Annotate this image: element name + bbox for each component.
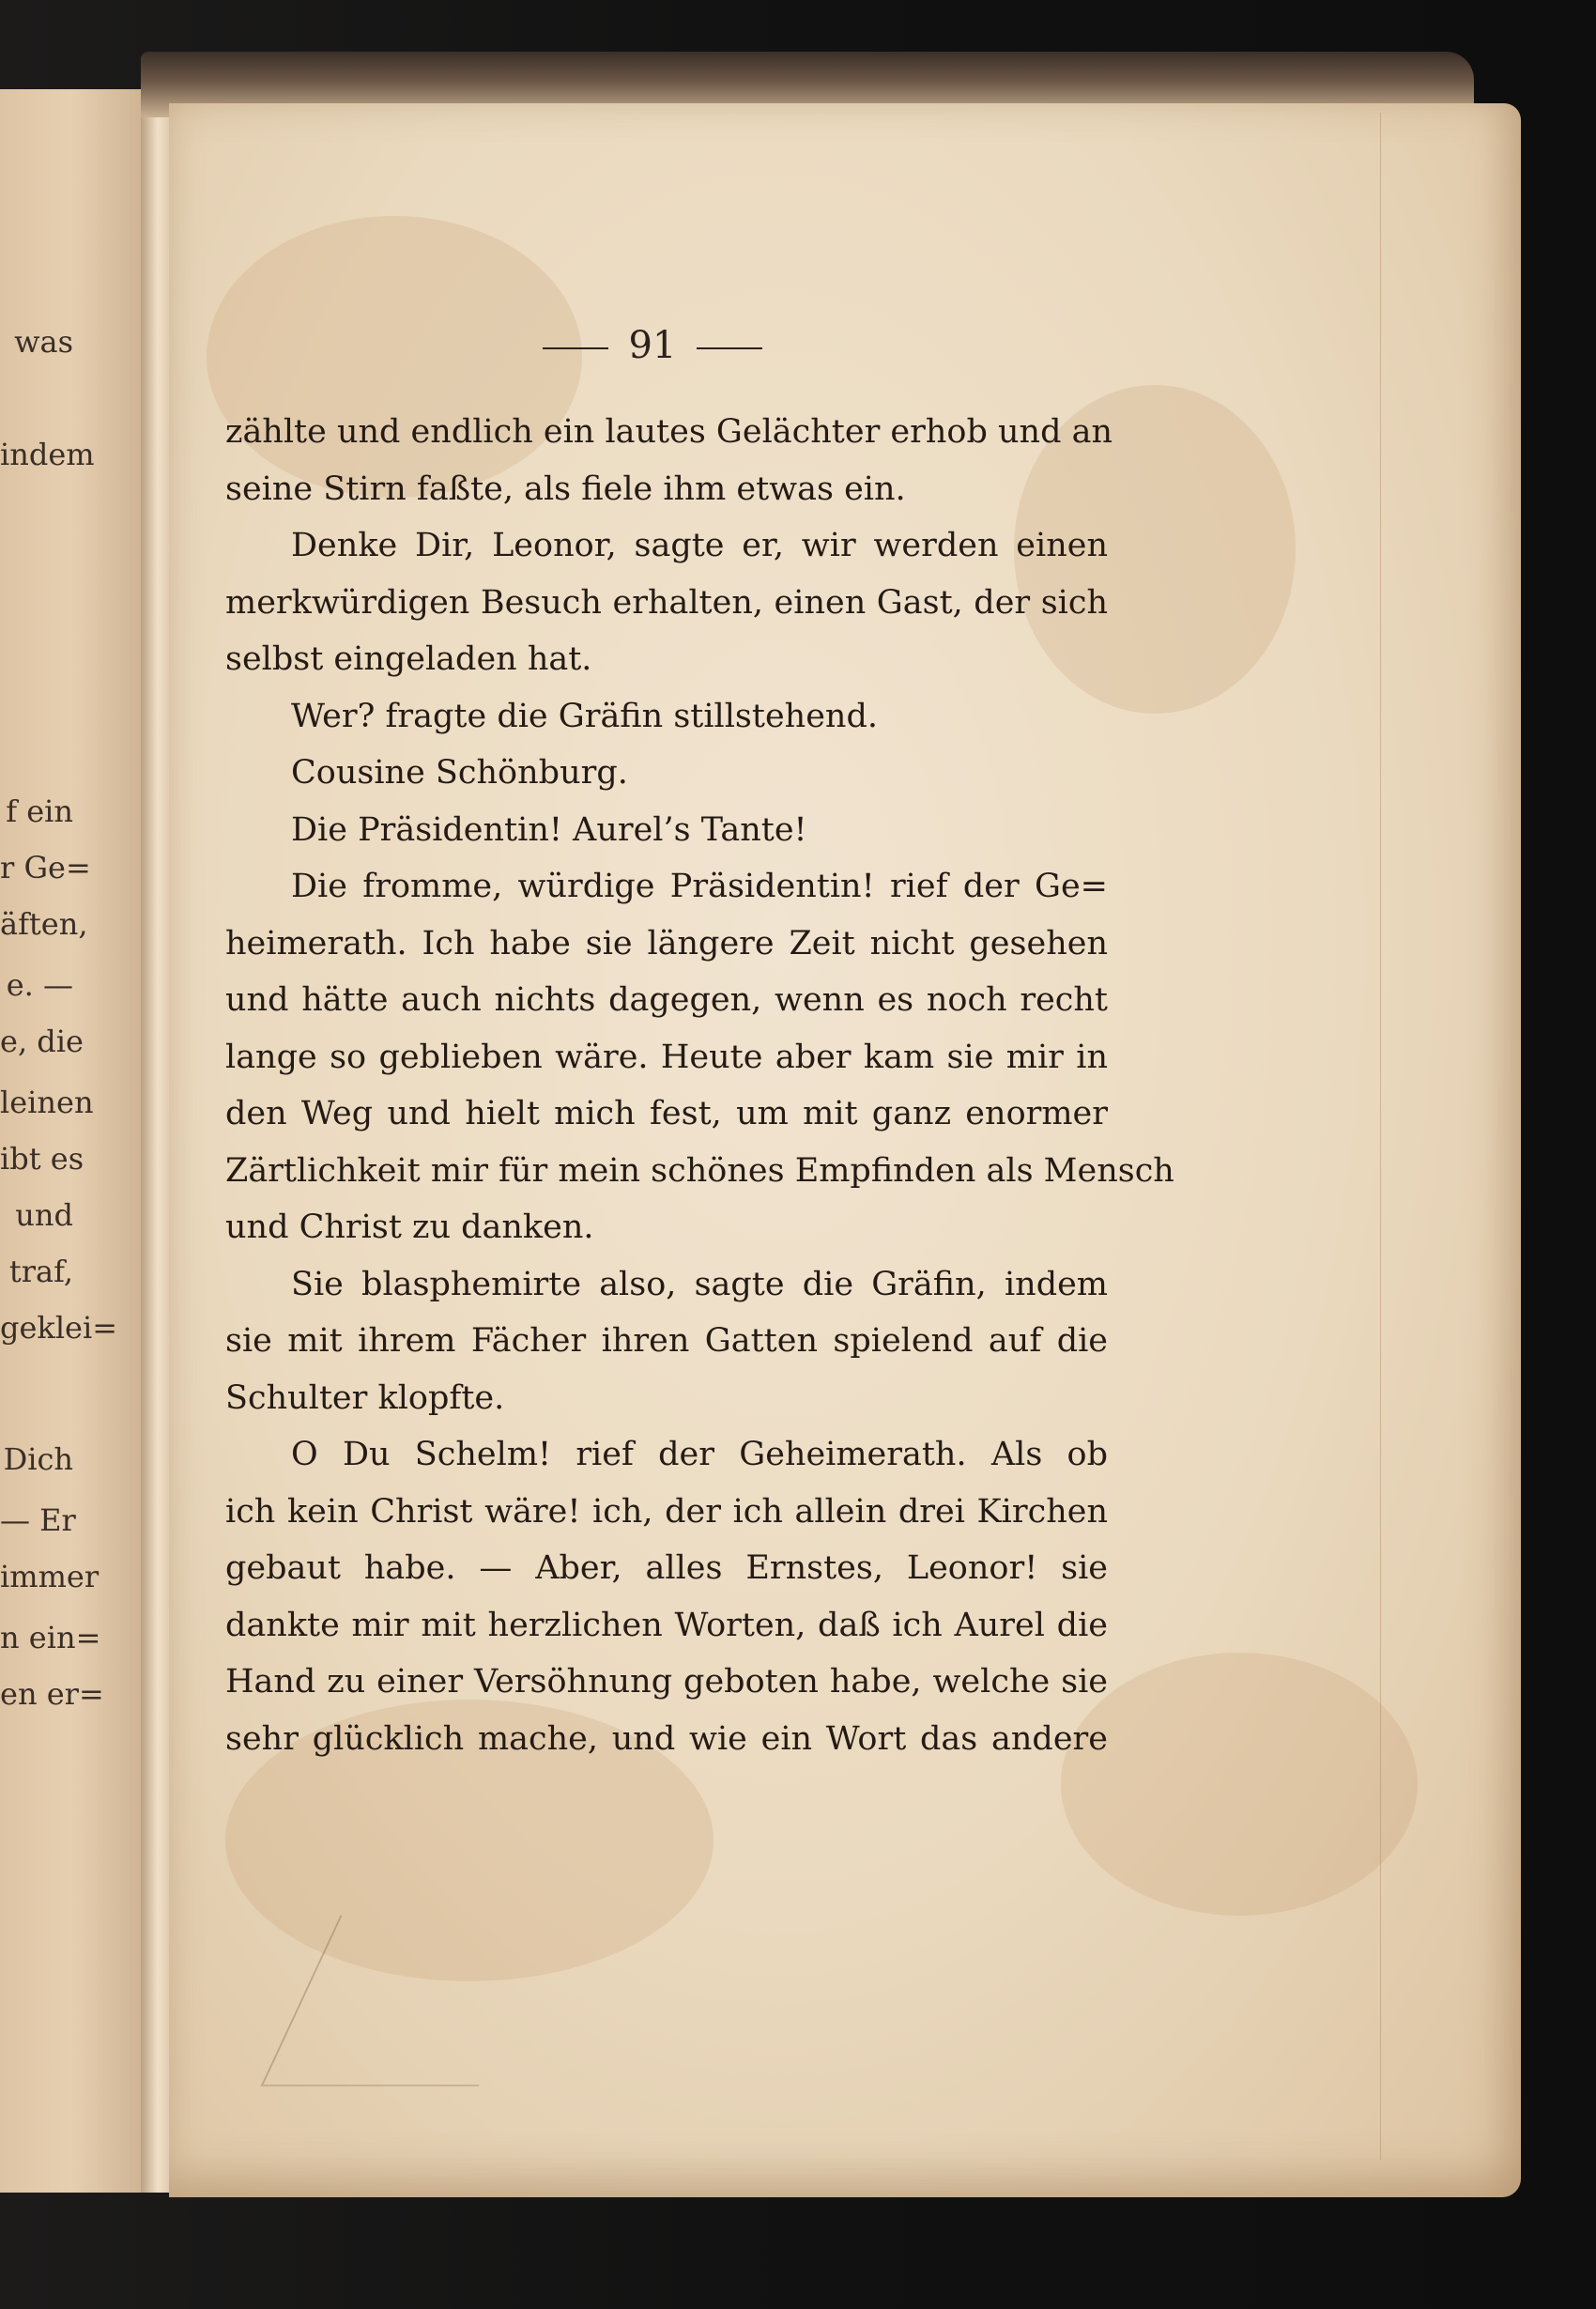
page-fore-edge	[1380, 113, 1512, 2160]
text-line: und Christ zu danken.	[225, 1208, 594, 1246]
text-line: heimerath. Ich habe sie längere Zeit nicht gesehen	[225, 924, 1108, 962]
left-page-fragment: r Ge=	[0, 850, 91, 885]
left-page-fragment: äften,	[0, 906, 88, 942]
text-line: den Weg und hielt mich fest, um mit ganz enormer	[225, 1095, 1108, 1132]
rule-right	[697, 347, 762, 349]
left-page-fragment: n ein=	[0, 1620, 101, 1655]
left-page-fragment: e. —	[6, 967, 73, 1003]
text-line: Sie blasphemirte also, sagte die Gräfin, indem	[291, 1265, 1108, 1303]
text-line: Die fromme, würdige Präsidentin! rief der Ge=	[291, 868, 1108, 905]
left-page-fragment: was	[14, 324, 73, 360]
text-line: dankte mir mit herzlichen Worten, daß ich Aurel die	[225, 1606, 1108, 1644]
text-line: O Du Schelm! rief der Geheimerath. Als ob	[291, 1436, 1108, 1473]
text-line: selbst eingeladen hat.	[225, 640, 592, 678]
stain	[1061, 1653, 1418, 1916]
rule-left	[543, 347, 608, 349]
left-page-fragment: traf,	[8, 1254, 73, 1289]
left-page-fragment: indem	[0, 437, 95, 472]
text-line: und hätte auch nichts dagegen, wenn es noch recht	[225, 981, 1108, 1019]
left-page-fragment: geklei=	[0, 1310, 118, 1346]
left-page-fragment: ibt es	[0, 1141, 84, 1177]
text-line: Wer? fragte die Gräfin stillstehend.	[291, 697, 878, 735]
text-line: ich kein Christ wäre! ich, der ich allein drei Kirchen	[225, 1492, 1108, 1531]
page-number-text: 91	[628, 324, 677, 367]
text-line: sehr glücklich mache, und wie ein Wort das andere	[225, 1719, 1108, 1758]
body-text	[225, 404, 1174, 1767]
left-page-edge	[0, 89, 143, 2193]
text-line: Die Präsidentin! Aurel’s Tante!	[291, 810, 807, 849]
left-page-fragment: und	[15, 1197, 73, 1233]
left-page-fragment: — Er	[0, 1502, 76, 1538]
text-line: Denke Dir, Leonor, sagte er, wir werden einen	[291, 527, 1108, 564]
left-page-fragment: en er=	[0, 1676, 104, 1712]
text-line: Schulter klopfte.	[225, 1378, 505, 1417]
left-page-fragment: e, die	[0, 1024, 84, 1059]
left-page-fragment: Dich	[3, 1441, 73, 1477]
left-page-fragment: leinen	[0, 1085, 94, 1120]
text-line: merkwürdigen Besuch erhalten, einen Gast, der sich	[225, 583, 1108, 622]
left-page-fragment: immer	[0, 1559, 100, 1594]
left-page-fragment: f ein	[6, 793, 73, 829]
text-line: lange so geblieben wäre. Heute aber kam sie mir in	[225, 1038, 1108, 1076]
text-line: Hand zu einer Versöhnung geboten habe, welche sie	[225, 1663, 1108, 1701]
text-line: sie mit ihrem Fächer ihren Gatten spielend auf die	[225, 1322, 1108, 1360]
text-line: seine Stirn faßte, als fiele ihm etwas ein.	[225, 469, 906, 508]
text-line: gebaut habe. — Aber, alles Ernstes, Leonor! sie	[225, 1549, 1108, 1587]
text-line: Cousine Schönburg.	[291, 754, 628, 792]
page-number	[521, 324, 784, 367]
text-line: zählte und endlich ein lautes Gelächter erhob und an	[225, 413, 1113, 451]
text-line: Zärtlichkeit mir für mein schönes Empfinden als Mensch	[225, 1151, 1174, 1190]
